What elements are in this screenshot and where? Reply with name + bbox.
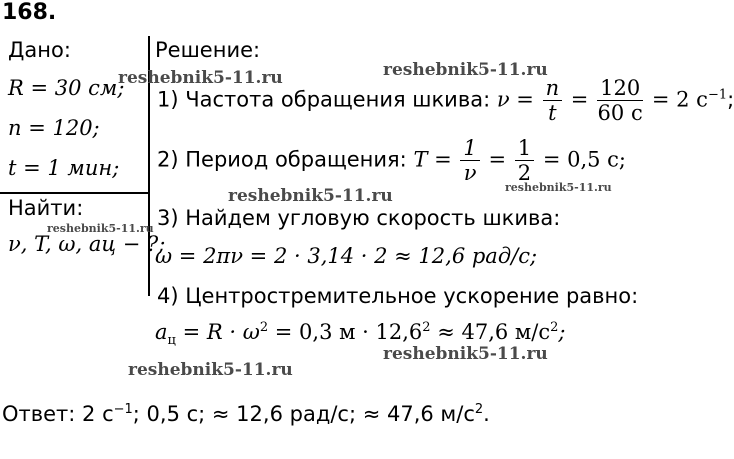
problem-number: 168. [2,0,57,25]
step1-text: 1) Частота обращения шкива: [157,87,491,112]
step2-text: 2) Период обращения: [157,147,407,172]
given-heading: Дано: [8,38,71,62]
step1-exp: −1 [707,87,728,103]
step3-formula: ω = 2πν = 2 · 3,14 · 2 ≈ 12,6 рад/с; [155,244,538,268]
solution-heading: Решение: [155,38,261,62]
watermark: reshebnik5-11.ru [118,68,283,88]
given-revolutions: n = 120; [8,116,100,140]
step1: 1) Частота обращения шкива: ν = $\frac{n}{t}$ = $\frac{120}{60 с}$ = 2 $с^{-1}$; [157,76,734,125]
given-radius: R = 30 см; [8,76,125,100]
watermark: reshebnik5-11.ru [383,60,548,80]
step2-lhs: T = [413,147,452,172]
watermark: reshebnik5-11.ru [228,186,393,206]
step2-fraction-1-2: $\frac{1}{2}$ [515,136,534,185]
answer-line: Ответ: 2 $с^{-1}$; 0,5 с; ≈ 12,6 рад/с; ≈ 47,6 $м/с^2$. [2,402,490,426]
step1-lhs: ν = [496,87,534,112]
horizontal-divider [0,192,148,194]
watermark: reshebnik5-11.ru [47,222,154,235]
step2-fraction-1-nu: $\frac{1}{\nu}$ [460,136,479,185]
step1-fraction-values: $\frac{120}{60 с}$ [597,76,643,125]
find-heading: Найти: [8,196,84,220]
step4-formula: $a_ц = R \cdot \omega^2 = 0,3$ $м \cdot 12,6^2 \approx 47,6$ $м/с^2$; [155,320,566,349]
watermark: reshebnik5-11.ru [383,344,548,364]
step4-text: 4) Центростремительное ускорение равно: [157,284,639,308]
find-unknowns: ν, T, ω, aц − ?; [8,232,166,256]
watermark: reshebnik5-11.ru [505,181,612,194]
step3-text: 3) Найдем угловую скорость шкива: [157,206,561,230]
watermark: reshebnik5-11.ru [128,360,293,380]
given-time: t = 1 мин; [8,156,120,180]
step2-result: = 0,5 с; [542,147,627,172]
step1-fraction-n-t: $\frac{n}{t}$ [543,76,563,125]
step1-result: = 2 с [651,87,708,112]
step2: 2) Период обращения: T = $\frac{1}{\nu}$ = $\frac{1}{2}$ = 0,5 с; [157,136,627,185]
